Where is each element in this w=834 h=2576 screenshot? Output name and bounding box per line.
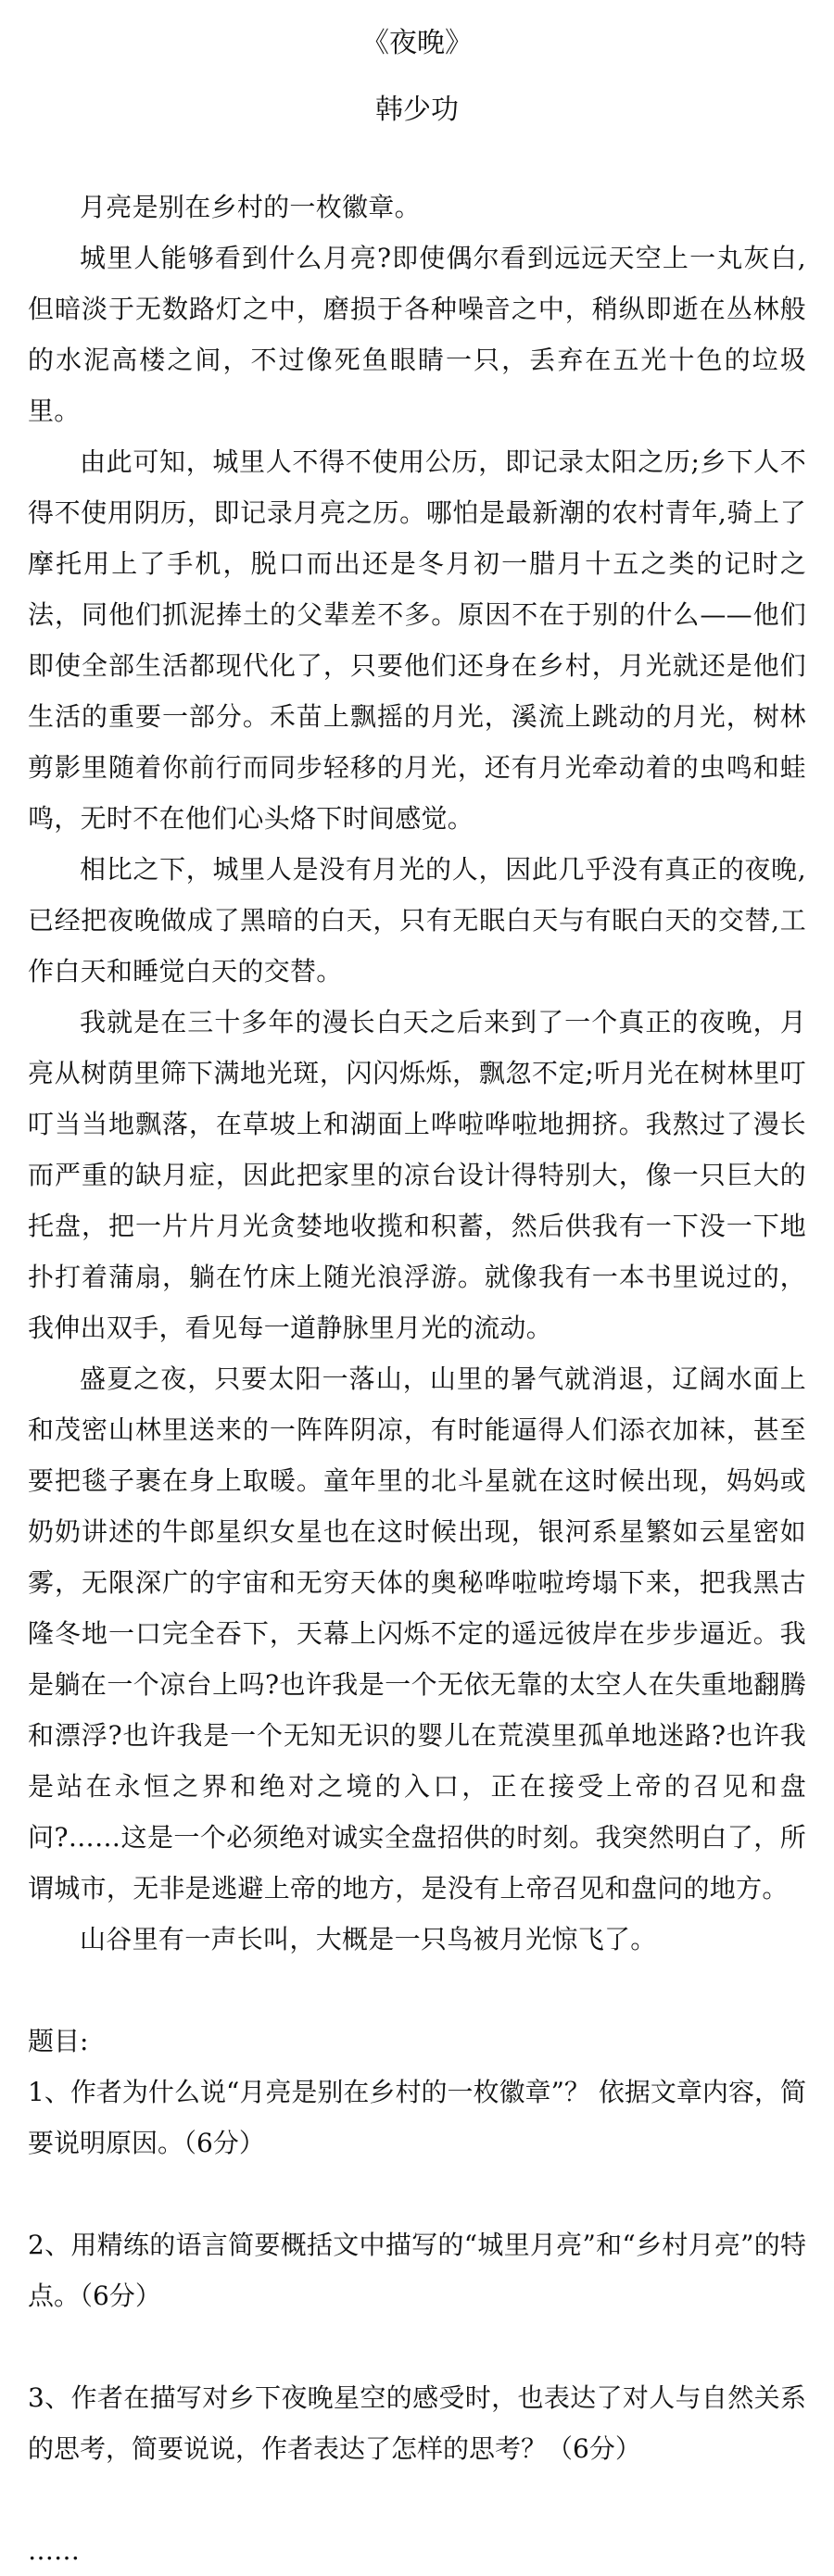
paragraph-7: 山谷里有一声长叫，大概是一只鸟被月光惊飞了。 (80, 1924, 657, 1954)
questions-section (28, 2016, 806, 2576)
questions-heading: 题目: (28, 2026, 89, 2056)
paragraph-6: 盛夏之夜，只要太阳一落山，山里的暑气就消退，辽阔水面上和茂密山林里送来的一阵阵阴凉，有时能逼得人们添衣加袜，甚至要把毯子裹在身上取暖。童年里的北斗星就在这时候出现，妈妈或奶奶讲述的牛郎星织女星也在这时候出现，银河系星繁如云星密如雾，无限深广的宇宙和无穷天体的奥秘哗啦啦垮塌下来，把我黑古隆冬地一口完全吞下，天幕上闪烁不定的遥远彼岸在步步逼近。我是躺在一个凉台上吗?也许我是一个无依无靠的太空人在失重地翻腾和漂浮?也许我是一个无知无识的婴儿在荒漠里孤单地迷路?也许我是站在永恒之界和绝对之境的入口，正在接受上帝的召见和盘问?……这是一个必须绝对诚实全盘招供的时刻。我突然明白了，所谓城市，无非是逃避上帝的地方，是没有上帝召见和盘问的地方。 (28, 1363, 806, 1904)
question-2: 2、用精练的语言简要概括文中描写的“城里月亮”和“乡村月亮”的特点。（6分） (28, 2230, 806, 2311)
paragraph-5: 我就是在三十多年的漫长白天之后来到了一个真正的夜晚，月亮从树荫里筛下满地光斑，闪闪烁烁，飘忽不定;听月光在树林里叮叮当当地飘落，在草坡上和湖面上哗啦哗啦地拥挤。我熬过了漫长而严重的缺月症，因此把家里的凉台设计得特别大，像一只巨大的托盘，把一片片月光贪婪地收揽和积蓄，然后供我有一下没一下地扑打着蒲扇，躺在竹床上随光浪浮游。就像我有一本书里说过的，我伸出双手，看见每一道静脉里月光的流动。 (28, 1007, 806, 1343)
article-title: 《夜晚》 (361, 27, 473, 59)
article-body (28, 182, 806, 1965)
questions-ellipsis: …… (28, 2535, 80, 2566)
paragraph-3: 由此可知，城里人不得不使用公历，即记录太阳之历;乡下人不得不使用阴历，即记录月亮之历。哪怕是最新潮的农村青年,骑上了摩托用上了手机，脱口而出还是冬月初一腊月十五之类的记时之法，同他们抓泥捧土的父辈差不多。原因不在于别的什么——他们即使全部生活都现代化了，只要他们还身在乡村，月光就还是他们生活的重要一部分。禾苗上飘摇的月光，溪流上跳动的月光，树林剪影里随着你前行而同步轻移的月光，还有月光牵动着的虫鸣和蛙鸣，无时不在他们心头烙下时间感觉。 (28, 446, 806, 834)
paragraph-4: 相比之下，城里人是没有月光的人，因此几乎没有真正的夜晚,已经把夜晚做成了黑暗的白天，只有无眠白天与有眠白天的交替,工作白天和睡觉白天的交替。 (28, 854, 806, 986)
question-1: 1、作者为什么说“月亮是别在乡村的一枚徽章”？ 依据文章内容，简要说明原因。（6分） (28, 2077, 806, 2158)
question-3: 3、作者在描写对乡下夜晚星空的感受时，也表达了对人与自然关系的思考，简要说说，作者表达了怎样的思考？（6分） (28, 2382, 806, 2464)
paragraph-1: 月亮是别在乡村的一枚徽章。 (80, 192, 421, 222)
article-author: 韩少功 (375, 94, 459, 126)
paragraph-2: 城里人能够看到什么月亮?即使偶尔看到远远天空上一丸灰白,但暗淡于无数路灯之中，磨损于各种噪音之中，稍纵即逝在丛林般的水泥高楼之间，不过像死鱼眼睛一只，丢弃在五光十色的垃圾里。 (28, 243, 806, 426)
